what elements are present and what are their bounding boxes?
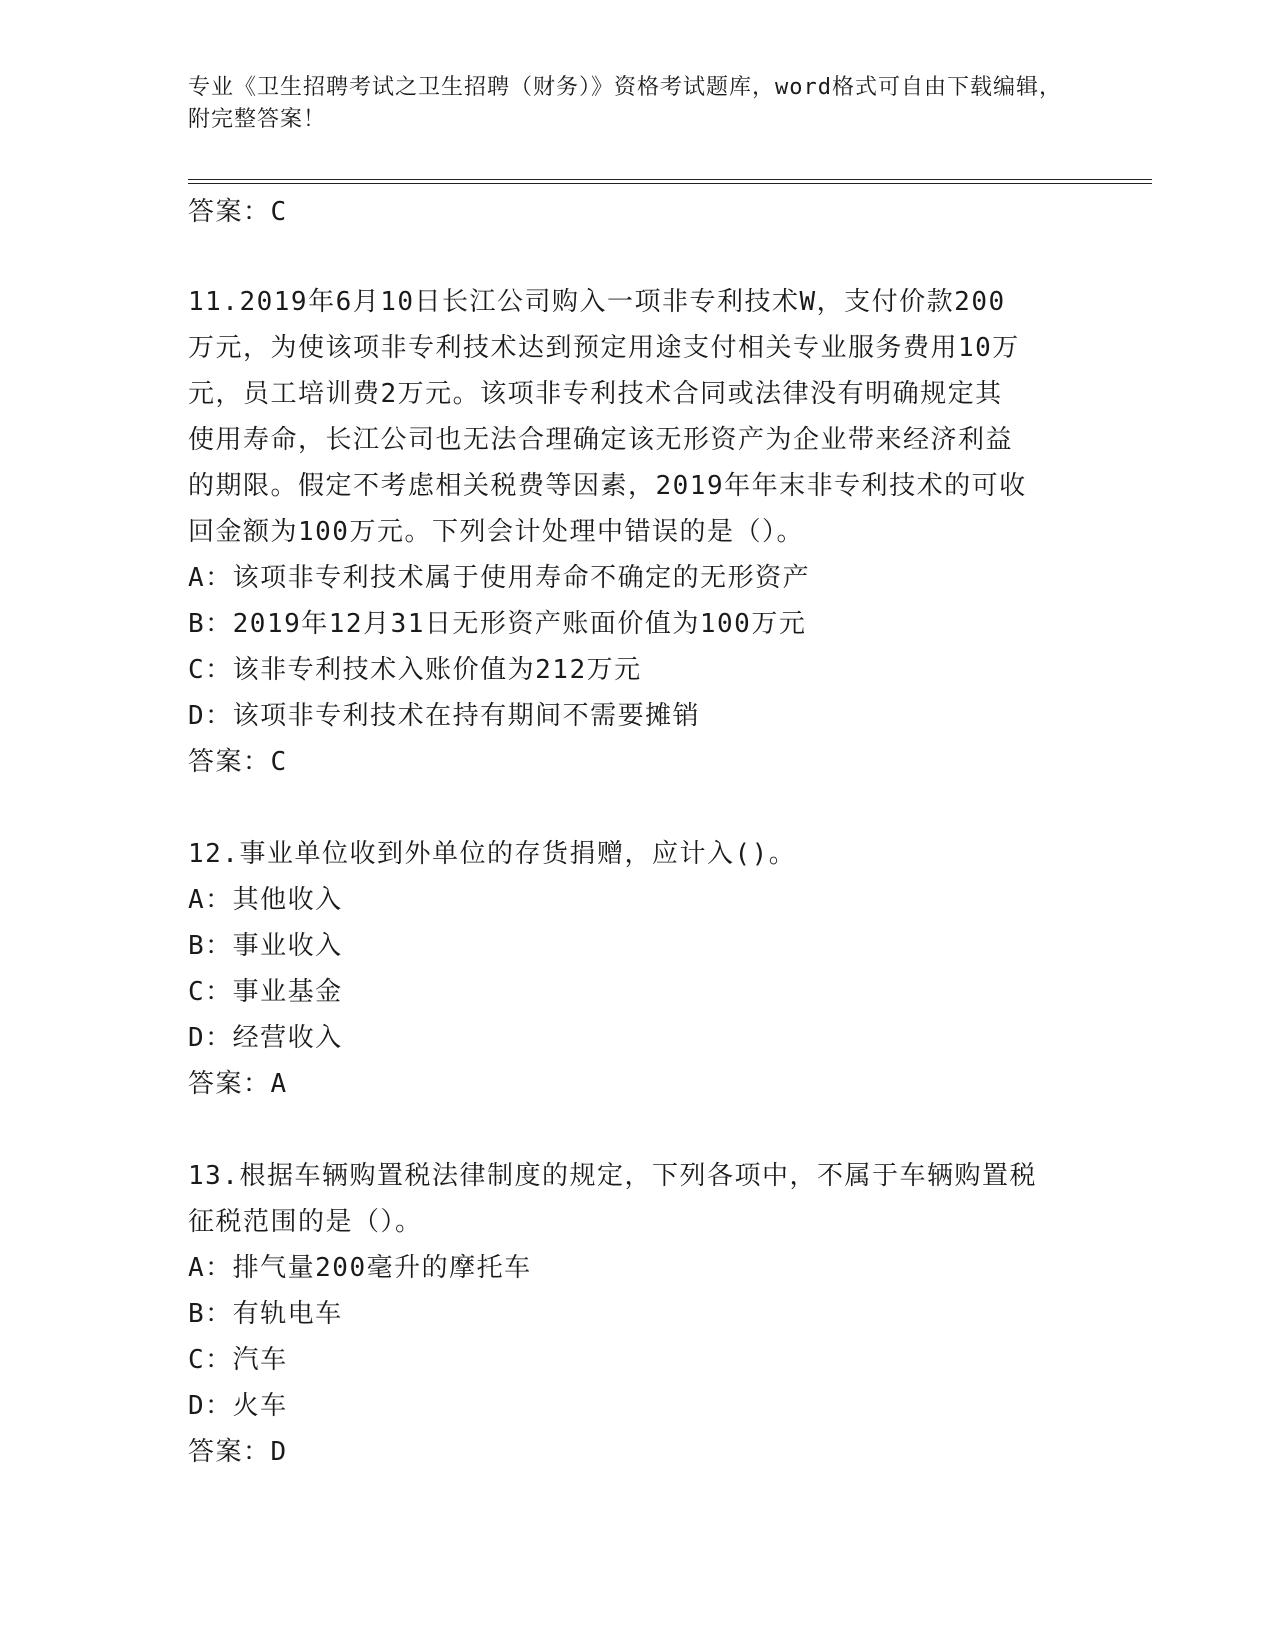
question-text-line: 的期限。假定不考虑相关税费等因素，2019年年末非专利技术的可收 (188, 471, 1027, 501)
question-text-line: 回金额为100万元。下列会计处理中错误的是（）。 (188, 517, 804, 547)
question-text-line: 13.根据车辆购置税法律制度的规定，下列各项中，不属于车辆购置税 (188, 1161, 1037, 1191)
previous-answer: 答案：C (188, 197, 288, 227)
option-b: B：事业收入 (188, 931, 343, 961)
option-b: B：有轨电车 (188, 1299, 343, 1329)
header-divider-top (188, 179, 1152, 180)
answer: 答案：A (188, 1069, 288, 1099)
option-b: B：2019年12月31日无形资产账面价值为100万元 (188, 609, 807, 639)
question-text-line: 元，员工培训费2万元。该项非专利技术合同或法律没有明确规定其 (188, 379, 1003, 409)
spacer (188, 785, 1088, 831)
option-d: D：该项非专利技术在持有期间不需要摊销 (188, 701, 701, 731)
question-text-line: 12.事业单位收到外单位的存货捐赠，应计入()。 (188, 839, 797, 869)
option-a: A：排气量200毫升的摩托车 (188, 1253, 532, 1283)
question-12 (188, 831, 1088, 1107)
header-divider-bottom (188, 183, 1152, 184)
question-13 (188, 1153, 1088, 1475)
spacer (188, 1107, 1088, 1153)
question-text-line: 征税范围的是（）。 (188, 1207, 423, 1237)
question-text-line: 使用寿命，长江公司也无法合理确定该无形资产为企业带来经济利益 (188, 425, 1014, 455)
option-a: A：该项非专利技术属于使用寿命不确定的无形资产 (188, 563, 811, 593)
option-d: D：经营收入 (188, 1023, 343, 1053)
question-text-line: 11.2019年6月10日长江公司购入一项非专利技术W，支付价款200 (188, 287, 1006, 317)
spacer (188, 235, 1088, 279)
answer: 答案：D (188, 1437, 288, 1467)
option-c: C：该非专利技术入账价值为212万元 (188, 655, 642, 685)
option-c: C：汽车 (188, 1345, 288, 1375)
question-list (188, 189, 1088, 1475)
header-text: 专业《卫生招聘考试之卫生招聘（财务）》资格考试题库，word格式可自由下载编辑，附完整答案！ (188, 75, 1062, 132)
answer: 答案：C (188, 747, 288, 777)
option-a: A：其他收入 (188, 885, 343, 915)
question-11 (188, 279, 1088, 785)
option-c: C：事业基金 (188, 977, 343, 1007)
document-header (188, 72, 1068, 136)
question-text-line: 万元，为使该项非专利技术达到预定用途支付相关专业服务费用10万 (188, 333, 1020, 363)
option-d: D：火车 (188, 1391, 288, 1421)
